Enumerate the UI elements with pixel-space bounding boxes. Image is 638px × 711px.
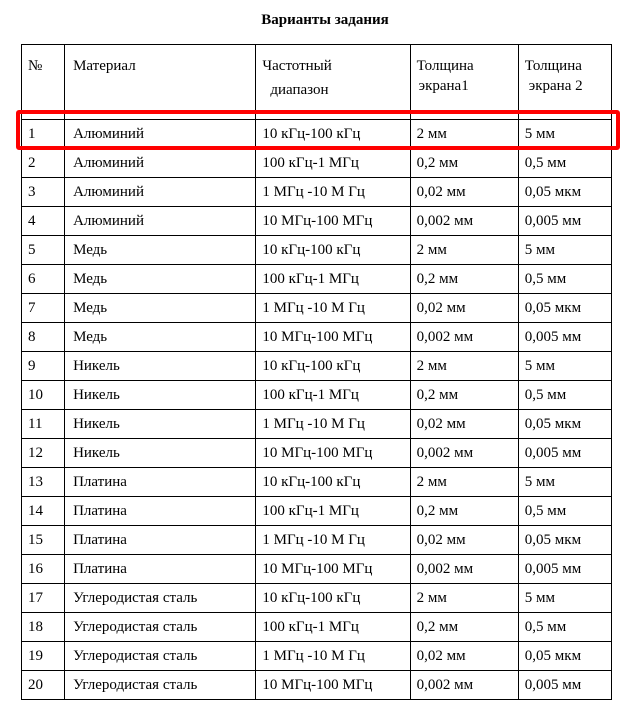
table-row	[22, 207, 612, 236]
cell-num: 9	[22, 352, 65, 381]
table-row	[22, 584, 612, 613]
cell-thickness1: 0,02 мм	[410, 410, 518, 439]
cell-thickness2: 0,05 мкм	[518, 294, 611, 323]
cell-material: Углеродистая сталь	[65, 642, 256, 671]
cell-material: Углеродистая сталь	[65, 584, 256, 613]
cell-frequency: 1 МГц -10 М Гц	[256, 642, 410, 671]
header-frequency-line1: Частотный	[262, 58, 332, 74]
cell-material: Платина	[65, 468, 256, 497]
cell-material: Платина	[65, 555, 256, 584]
cell-num: 19	[22, 642, 65, 671]
cell-thickness1: 0,2 мм	[410, 381, 518, 410]
cell-material: Медь	[65, 294, 256, 323]
cell-thickness2: 0,05 мкм	[518, 642, 611, 671]
header-thickness1	[410, 45, 518, 120]
cell-frequency: 10 кГц-100 кГц	[256, 584, 410, 613]
header-frequency-line2: диапазон	[270, 82, 329, 98]
table-row	[22, 236, 612, 265]
cell-num: 1	[22, 120, 65, 149]
cell-frequency: 10 МГц-100 МГц	[256, 323, 410, 352]
cell-frequency: 1 МГц -10 М Гц	[256, 410, 410, 439]
cell-frequency: 100 кГц-1 МГц	[256, 149, 410, 178]
cell-num: 11	[22, 410, 65, 439]
cell-num: 10	[22, 381, 65, 410]
table-row	[22, 410, 612, 439]
cell-thickness1: 0,2 мм	[410, 149, 518, 178]
cell-num: 2	[22, 149, 65, 178]
table-row	[22, 323, 612, 352]
cell-thickness1: 0,2 мм	[410, 265, 518, 294]
cell-thickness2: 0,005 мм	[518, 207, 611, 236]
cell-num: 6	[22, 265, 65, 294]
cell-thickness2: 0,005 мм	[518, 671, 611, 700]
cell-material: Никель	[65, 352, 256, 381]
cell-num: 17	[22, 584, 65, 613]
cell-thickness1: 2 мм	[410, 236, 518, 265]
cell-thickness2: 5 мм	[518, 584, 611, 613]
cell-thickness1: 2 мм	[410, 468, 518, 497]
cell-thickness1: 0,002 мм	[410, 439, 518, 468]
cell-frequency: 100 кГц-1 МГц	[256, 613, 410, 642]
cell-material: Углеродистая сталь	[65, 613, 256, 642]
table-row	[22, 468, 612, 497]
cell-thickness1: 0,002 мм	[410, 671, 518, 700]
cell-frequency: 10 кГц-100 кГц	[256, 468, 410, 497]
cell-material: Никель	[65, 439, 256, 468]
cell-frequency: 10 кГц-100 кГц	[256, 120, 410, 149]
cell-material: Алюминий	[65, 178, 256, 207]
cell-thickness1: 2 мм	[410, 120, 518, 149]
cell-thickness2: 0,5 мм	[518, 381, 611, 410]
cell-thickness2: 0,005 мм	[518, 323, 611, 352]
table-row	[22, 352, 612, 381]
table-row	[22, 178, 612, 207]
cell-thickness2: 0,5 мм	[518, 149, 611, 178]
cell-thickness1: 0,2 мм	[410, 497, 518, 526]
table-row	[22, 149, 612, 178]
cell-num: 14	[22, 497, 65, 526]
cell-thickness2: 5 мм	[518, 352, 611, 381]
cell-thickness2: 5 мм	[518, 468, 611, 497]
cell-thickness1: 0,02 мм	[410, 642, 518, 671]
header-frequency	[256, 45, 410, 120]
table-row	[22, 265, 612, 294]
header-thickness1-line1: Толщина	[416, 58, 474, 74]
cell-thickness2: 0,05 мкм	[518, 526, 611, 555]
cell-thickness1: 0,02 мм	[410, 178, 518, 207]
cell-thickness1: 2 мм	[410, 352, 518, 381]
cell-frequency: 100 кГц-1 МГц	[256, 381, 410, 410]
cell-frequency: 10 кГц-100 кГц	[256, 236, 410, 265]
cell-num: 15	[22, 526, 65, 555]
cell-frequency: 1 МГц -10 М Гц	[256, 526, 410, 555]
table-row	[22, 555, 612, 584]
cell-material: Медь	[65, 323, 256, 352]
cell-frequency: 10 МГц-100 МГц	[256, 207, 410, 236]
cell-material: Платина	[65, 526, 256, 555]
table-row	[22, 497, 612, 526]
cell-frequency: 10 МГц-100 МГц	[256, 671, 410, 700]
cell-thickness2: 5 мм	[518, 236, 611, 265]
header-thickness1-line2: экрана1	[418, 78, 469, 94]
cell-material: Медь	[65, 236, 256, 265]
header-thickness2-line2: экрана 2	[528, 78, 583, 94]
table-header-row	[22, 45, 612, 120]
header-num: №	[22, 45, 65, 120]
cell-num: 4	[22, 207, 65, 236]
cell-thickness2: 0,5 мм	[518, 613, 611, 642]
cell-thickness2: 0,05 мкм	[518, 178, 611, 207]
cell-frequency: 10 МГц-100 МГц	[256, 439, 410, 468]
cell-thickness1: 0,2 мм	[410, 613, 518, 642]
cell-material: Никель	[65, 410, 256, 439]
cell-thickness1: 0,002 мм	[410, 207, 518, 236]
cell-material: Алюминий	[65, 149, 256, 178]
cell-material: Платина	[65, 497, 256, 526]
cell-thickness1: 0,002 мм	[410, 323, 518, 352]
cell-material: Медь	[65, 265, 256, 294]
table-row	[22, 671, 612, 700]
header-thickness2	[518, 45, 611, 120]
cell-frequency: 100 кГц-1 МГц	[256, 265, 410, 294]
page-title: Варианты задания	[261, 12, 389, 28]
header-thickness2-line1: Толщина	[524, 58, 582, 74]
cell-num: 16	[22, 555, 65, 584]
cell-material: Алюминий	[65, 120, 256, 149]
cell-num: 18	[22, 613, 65, 642]
table-row	[22, 642, 612, 671]
cell-thickness2: 0,5 мм	[518, 265, 611, 294]
cell-frequency: 10 кГц-100 кГц	[256, 352, 410, 381]
cell-num: 13	[22, 468, 65, 497]
table-row	[22, 613, 612, 642]
cell-thickness1: 2 мм	[410, 584, 518, 613]
table-row	[22, 526, 612, 555]
cell-num: 5	[22, 236, 65, 265]
table-row	[22, 120, 612, 149]
cell-frequency: 1 МГц -10 М Гц	[256, 294, 410, 323]
cell-thickness2: 0,5 мм	[518, 497, 611, 526]
cell-thickness1: 0,002 мм	[410, 555, 518, 584]
cell-thickness2: 0,005 мм	[518, 555, 611, 584]
cell-thickness1: 0,02 мм	[410, 526, 518, 555]
cell-num: 20	[22, 671, 65, 700]
cell-thickness1: 0,02 мм	[410, 294, 518, 323]
header-material: Материал	[65, 45, 256, 120]
cell-frequency: 100 кГц-1 МГц	[256, 497, 410, 526]
cell-num: 3	[22, 178, 65, 207]
cell-material: Алюминий	[65, 207, 256, 236]
cell-material: Никель	[65, 381, 256, 410]
cell-thickness2: 0,05 мкм	[518, 410, 611, 439]
cell-num: 8	[22, 323, 65, 352]
table-row	[22, 294, 612, 323]
table-row	[22, 381, 612, 410]
cell-frequency: 10 МГц-100 МГц	[256, 555, 410, 584]
variants-table	[21, 44, 612, 700]
cell-thickness2: 5 мм	[518, 120, 611, 149]
table-row	[22, 439, 612, 468]
cell-material: Углеродистая сталь	[65, 671, 256, 700]
cell-thickness2: 0,005 мм	[518, 439, 611, 468]
cell-num: 12	[22, 439, 65, 468]
cell-num: 7	[22, 294, 65, 323]
cell-frequency: 1 МГц -10 М Гц	[256, 178, 410, 207]
